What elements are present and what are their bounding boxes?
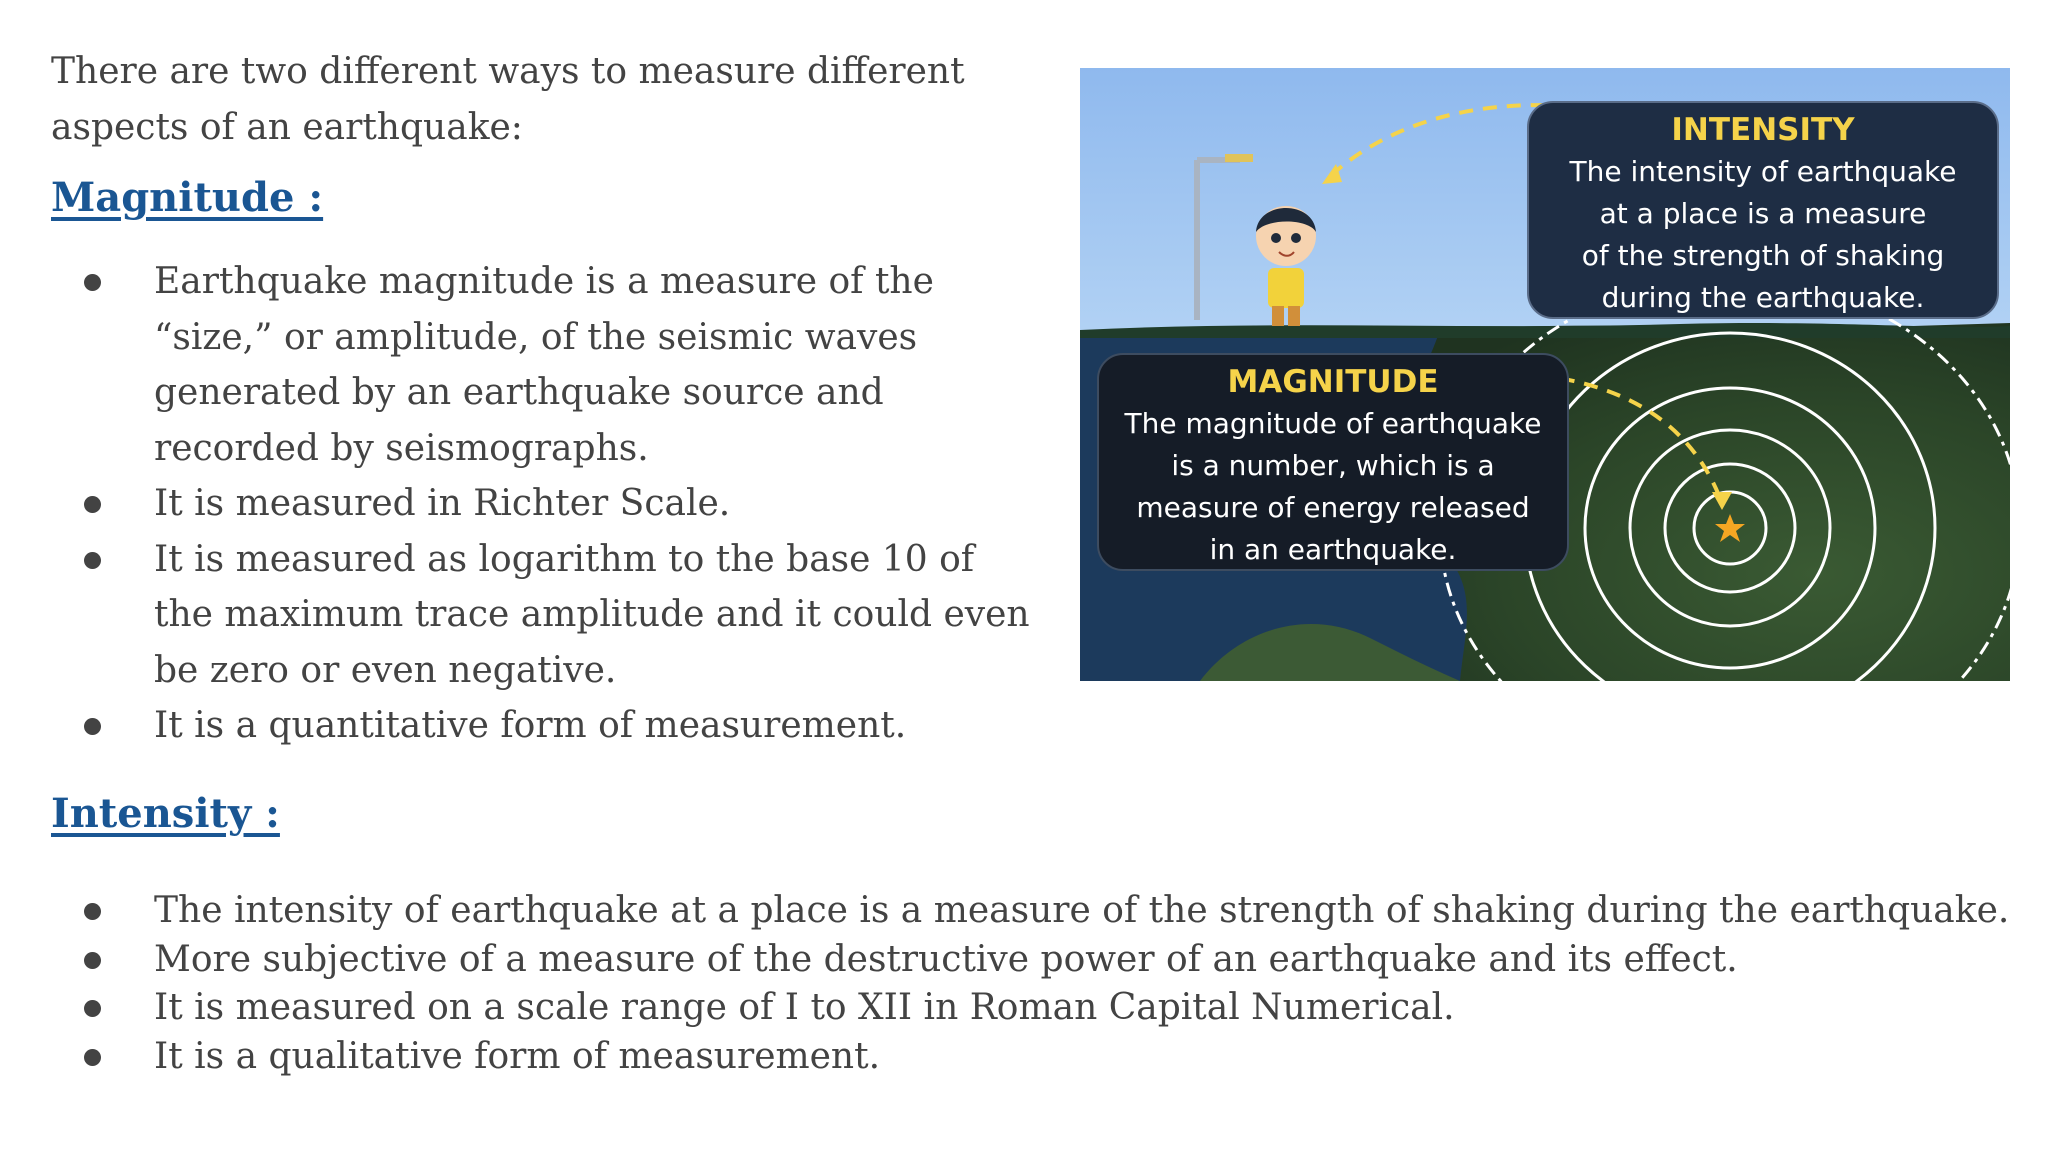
magnitude-heading[interactable]: Magnitude : (51, 174, 324, 221)
intensity-bullet: More subjective of a measure of the destructive power of an earthquake and its effect. (51, 936, 2011, 985)
intensity-bullet: The intensity of earthquake at a place is a measure of the strength of shaking during the earthquake. (51, 887, 2011, 936)
intensity-callout-line: The intensity of earthquake (1569, 155, 1957, 188)
intensity-callout-line: at a place is a measure (1599, 197, 1927, 230)
magnitude-bullet: Earthquake magnitude is a measure of the “size,” or amplitude, of the seismic waves generated by an earthquake source and recorded by seismographs. (51, 254, 1041, 476)
intensity-callout-line: of the strength of shaking (1581, 239, 1945, 272)
intensity-callout (1527, 101, 1999, 319)
intro-text: There are two different ways to measure different aspects of an earthquake: (51, 51, 965, 148)
magnitude-callout-line: is a number, which is a (1171, 449, 1495, 482)
earthquake-illustration (1080, 68, 2010, 681)
intensity-bullet: It is a qualitative form of measurement. (51, 1033, 2011, 1082)
magnitude-callout-line: in an earthquake. (1209, 533, 1457, 566)
magnitude-callout-line: measure of energy released (1136, 491, 1530, 524)
intensity-list (51, 887, 2011, 1081)
intensity-callout-title: INTENSITY (1671, 112, 1855, 148)
magnitude-callout (1097, 353, 1569, 571)
intensity-bullet: It is measured on a scale range of I to XII in Roman Capital Numerical. (51, 984, 2011, 1033)
magnitude-callout-line: The magnitude of earthquake (1124, 407, 1542, 440)
intensity-heading[interactable]: Intensity : (51, 790, 280, 837)
magnitude-bullet: It is measured as logarithm to the base 10 of the maximum trace amplitude and it could even be zero or even negative. (51, 532, 1041, 699)
magnitude-bullet: It is measured in Richter Scale. (51, 476, 1041, 532)
magnitude-list (51, 254, 1041, 754)
intensity-callout-line: during the earthquake. (1601, 281, 1925, 314)
magnitude-callout-title: MAGNITUDE (1227, 364, 1439, 400)
magnitude-bullet: It is a quantitative form of measurement. (51, 698, 1041, 754)
lamp-head (1225, 154, 1253, 162)
